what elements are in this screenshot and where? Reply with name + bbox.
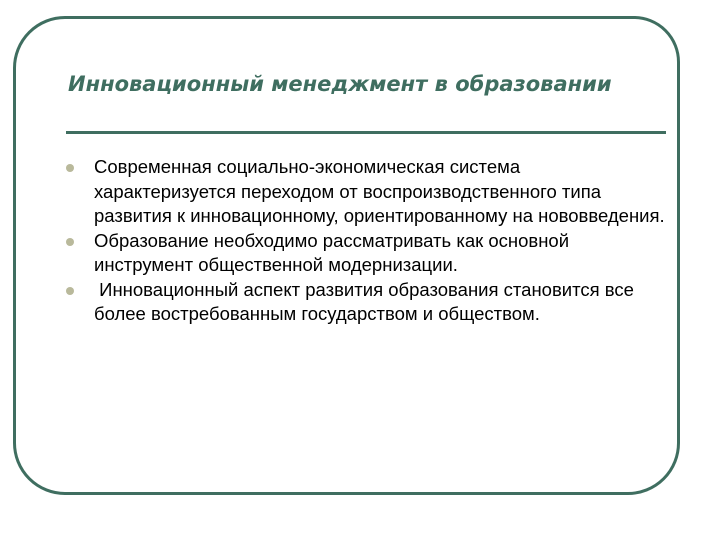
bullet-item <box>66 278 666 327</box>
bullet-text: Инновационный аспект развития образования становится все более востребованным государством и обществом. <box>94 278 640 324</box>
bullet-text: Современная социально-экономическая система характеризуется переходом от воспроизводственного типа развития к инновационному, ориентированному на нововведения. <box>94 156 665 226</box>
bullet-item <box>66 229 666 278</box>
bullet-dot-icon <box>66 164 74 172</box>
bullet-list <box>66 155 666 327</box>
slide-title: Инновационный менеджмент в образовании <box>68 72 612 96</box>
bullet-item <box>66 155 666 229</box>
title-divider <box>66 131 666 134</box>
bullet-text: Образование необходимо рассматривать как основной инструмент общественной модернизации. <box>94 229 570 275</box>
bullet-dot-icon <box>66 287 74 295</box>
bullet-dot-icon <box>66 238 74 246</box>
